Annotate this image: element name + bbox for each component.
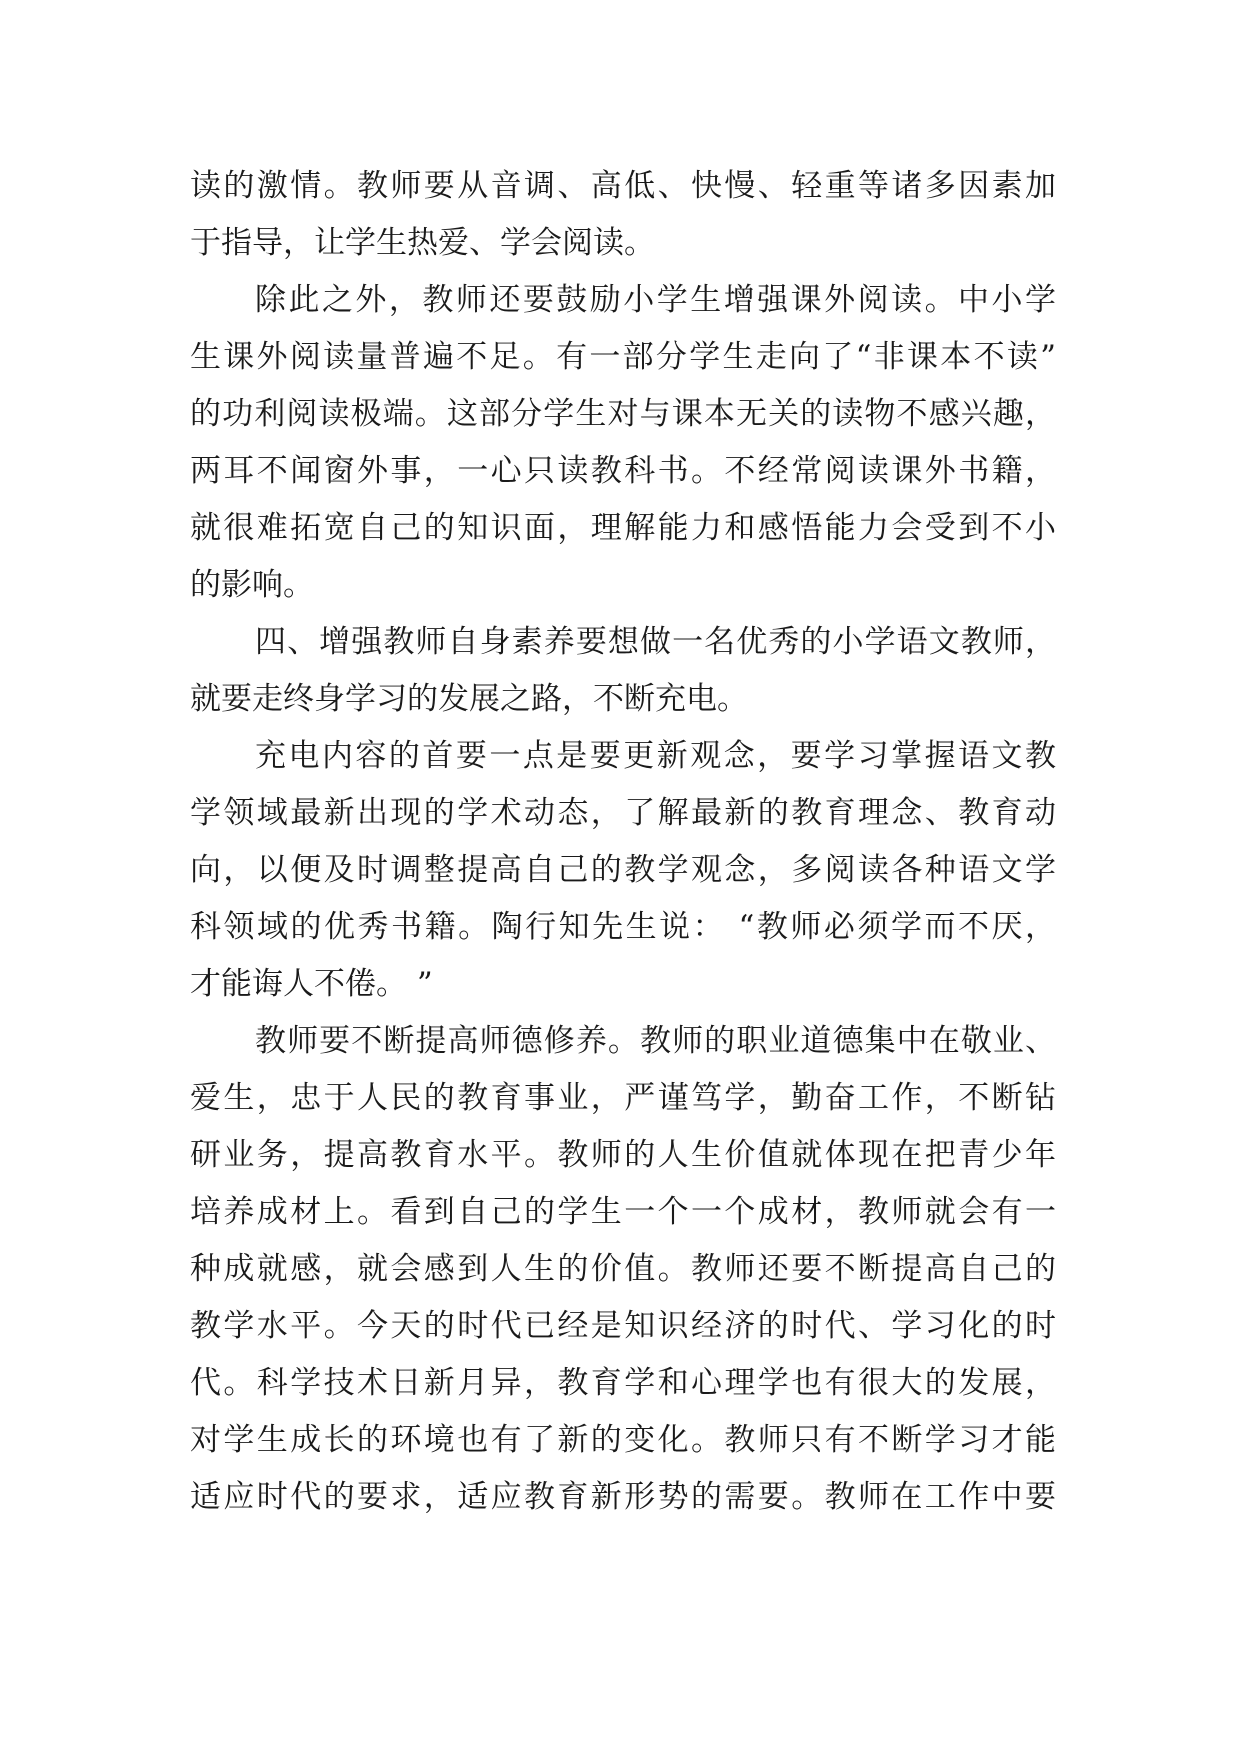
text-line: 教师要不断提高师德修养。教师的职业道德集中在敬业、 <box>255 1023 1056 1059</box>
document-body <box>190 158 1056 1526</box>
text-line: 才能诲人不倦。 ” <box>190 966 433 1002</box>
paragraph <box>190 614 1056 728</box>
text-line: 的功利阅读极端。这部分学生对与课本无关的读物不感兴趣， <box>190 396 1056 432</box>
paragraph <box>190 158 1056 272</box>
paragraph <box>190 272 1056 614</box>
text-line: 四、增强教师自身素养要想做一名优秀的小学语文教师， <box>255 624 1056 660</box>
text-line: 爱生，忠于人民的教育事业，严谨笃学，勤奋工作，不断钻 <box>190 1080 1056 1116</box>
text-line: 向，以便及时调整提高自己的教学观念，多阅读各种语文学 <box>190 852 1056 888</box>
text-line: 就要走终身学习的发展之路，不断充电。 <box>190 681 748 717</box>
text-line: 研业务，提高教育水平。教师的人生价值就体现在把青少年 <box>190 1137 1056 1173</box>
text-line: 种成就感，就会感到人生的价值。教师还要不断提高自己的 <box>190 1251 1056 1287</box>
text-line: 教学水平。今天的时代已经是知识经济的时代、学习化的时 <box>190 1308 1056 1344</box>
text-line: 生课外阅读量普遍不足。有一部分学生走向了“非课本不读” <box>190 339 1056 375</box>
paragraph <box>190 1013 1056 1526</box>
text-line: 读的激情。教师要从音调、高低、快慢、轻重等诸多因素加 <box>190 168 1056 204</box>
text-line: 培养成材上。看到自己的学生一个一个成材，教师就会有一 <box>190 1194 1056 1230</box>
text-line: 就很难拓宽自己的知识面，理解能力和感悟能力会受到不小 <box>190 510 1056 546</box>
text-line: 充电内容的首要一点是要更新观念，要学习掌握语文教 <box>255 738 1056 774</box>
text-line: 两耳不闻窗外事，一心只读教科书。不经常阅读课外书籍， <box>190 453 1056 489</box>
text-line: 于指导，让学生热爱、学会阅读。 <box>190 225 655 261</box>
text-line: 适应时代的要求，适应教育新形势的需要。教师在工作中要 <box>190 1479 1056 1515</box>
text-line: 学领域最新出现的学术动态，了解最新的教育理念、教育动 <box>190 795 1056 831</box>
text-line: 的影响。 <box>190 567 314 603</box>
text-line: 除此之外，教师还要鼓励小学生增强课外阅读。中小学 <box>255 282 1056 318</box>
text-line: 对学生成长的环境也有了新的变化。教师只有不断学习才能 <box>190 1422 1056 1458</box>
text-line: 代。科学技术日新月异，教育学和心理学也有很大的发展， <box>190 1365 1056 1401</box>
paragraph <box>190 728 1056 1013</box>
text-line: 科领域的优秀书籍。陶行知先生说： “教师必须学而不厌， <box>190 909 1056 945</box>
